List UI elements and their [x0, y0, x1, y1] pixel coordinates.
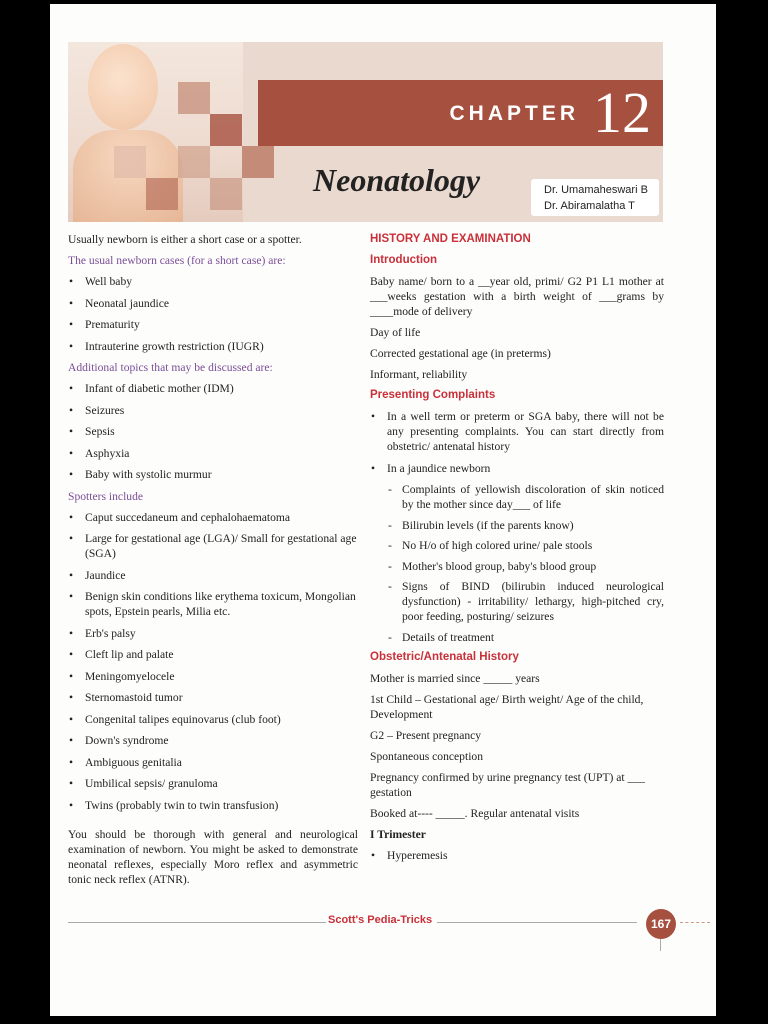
list-item: • Twins (probably twin to twin transfusion)	[68, 798, 358, 813]
conception-text: Spontaneous conception	[370, 750, 484, 763]
trimester-list	[370, 848, 664, 863]
footer-dash	[680, 922, 710, 923]
list-item: • In a jaundice newborn	[370, 461, 664, 476]
page-number: 167	[646, 909, 676, 939]
day-of-life: Day of life	[370, 326, 421, 339]
list-item: • Cleft lip and palate	[68, 647, 358, 662]
list-item: • Caput succedaneum and cephalohaematoma	[68, 510, 358, 525]
additional-heading: Additional topics that may be discussed are:	[68, 361, 273, 374]
married-text: Mother is married since _____ years	[370, 672, 540, 685]
author-1: Dr. Umamaheswari B	[544, 184, 648, 196]
introduction-heading: Introduction	[370, 254, 438, 266]
list-item: • Seizures	[68, 403, 358, 418]
presenting-list	[370, 409, 664, 476]
chapter-label: CHAPTER	[449, 102, 579, 125]
list-item: • In a well term or preterm or SGA baby, there will not be any presenting complaints. You can start directly from obstetric/ antenatal history	[370, 409, 664, 454]
list-item: • Well baby	[68, 274, 358, 289]
first-child-text: 1st Child – Gestational age/ Birth weight/ Age of the child, Development	[370, 693, 644, 721]
presenting-heading: Presenting Complaints	[370, 389, 496, 401]
list-item: • Infant of diabetic mother (IDM)	[68, 381, 358, 396]
list-item: • Sepsis	[68, 424, 358, 439]
book-page	[50, 4, 716, 1016]
short-case-list	[68, 274, 358, 354]
authors-box	[531, 179, 659, 216]
list-item: • Asphyxia	[68, 446, 358, 461]
right-column	[370, 232, 664, 870]
section-heading: HISTORY AND EXAMINATION	[370, 233, 531, 245]
list-item: • Down's syndrome	[68, 733, 358, 748]
trimester-heading: I Trimester	[370, 828, 426, 841]
list-item: • Jaundice	[68, 568, 358, 583]
intro-text: Usually newborn is either a short case or a spotter.	[68, 233, 302, 246]
footer-rule-right	[437, 922, 637, 923]
list-item: • Neonatal jaundice	[68, 296, 358, 311]
additional-list	[68, 381, 358, 482]
list-item: • Large for gestational age (LGA)/ Small for gestational age (SGA)	[68, 531, 358, 561]
spotters-list	[68, 510, 358, 813]
list-item: • Umbilical sepsis/ granuloma	[68, 776, 358, 791]
corrected-age: Corrected gestational age (in preterms)	[370, 347, 551, 360]
g2-text: G2 – Present pregnancy	[370, 729, 482, 742]
chapter-banner	[68, 42, 663, 222]
left-column	[68, 232, 358, 893]
list-item: • Hyperemesis	[370, 848, 664, 863]
list-item: - No H/o of high colored urine/ pale stools	[386, 538, 664, 553]
confirmed-text: Pregnancy confirmed by urine pregnancy test (UPT) at ___ gestation	[370, 771, 645, 799]
introduction-text: Baby name/ born to a __year old, primi/ G2 P1 L1 mother at ___weeks gestation with a birth weight of ___grams by ____mode of delivery	[370, 275, 664, 318]
author-2: Dr. Abiramalatha T	[544, 200, 635, 212]
list-item: - Complaints of yellowish discoloration of skin noticed by the mother since day___ of life	[386, 482, 664, 512]
obstetric-heading: Obstetric/Antenatal History	[370, 651, 519, 663]
list-item: • Sternomastoid tumor	[68, 690, 358, 705]
chapter-bar	[258, 80, 663, 146]
list-item: - Signs of BIND (bilirubin induced neurological dysfunction) - irritability/ lethargy, high-pitched cry, poor feeding, posturing/ seizures	[386, 579, 664, 624]
list-item: • Erb's palsy	[68, 626, 358, 641]
footer-rule-left	[68, 922, 326, 923]
list-item: - Details of treatment	[386, 630, 664, 645]
informant: Informant, reliability	[370, 368, 468, 381]
list-item: • Congenital talipes equinovarus (club foot)	[68, 712, 358, 727]
footer-book-title: Scott's Pedia-Tricks	[328, 914, 433, 926]
list-item: • Ambiguous genitalia	[68, 755, 358, 770]
chapter-title: Neonatology	[313, 162, 481, 198]
spotters-heading: Spotters include	[68, 489, 144, 503]
chapter-number: 12	[593, 80, 651, 145]
closing-paragraph: You should be thorough with general and neurological examination of newborn. You might be asked to demonstrate neonatal reflexes, especially Moro reflex and asymmetric tonic neck reflex (ATNR).	[68, 827, 358, 886]
list-item: • Meningomyelocele	[68, 669, 358, 684]
list-item: • Intrauterine growth restriction (IUGR)	[68, 339, 358, 354]
list-item: - Mother's blood group, baby's blood group	[386, 559, 664, 574]
list-item: • Prematurity	[68, 317, 358, 332]
booked-text: Booked at---- _____. Regular antenatal visits	[370, 807, 580, 820]
list-item: - Bilirubin levels (if the parents know)	[386, 518, 664, 533]
short-case-heading: The usual newborn cases (for a short case) are:	[68, 254, 286, 267]
list-item: • Baby with systolic murmur	[68, 467, 358, 482]
list-item: • Benign skin conditions like erythema toxicum, Mongolian spots, Epstein pearls, Milia etc.	[68, 589, 358, 619]
jaundice-list	[386, 482, 664, 645]
footer-tick	[660, 939, 661, 951]
